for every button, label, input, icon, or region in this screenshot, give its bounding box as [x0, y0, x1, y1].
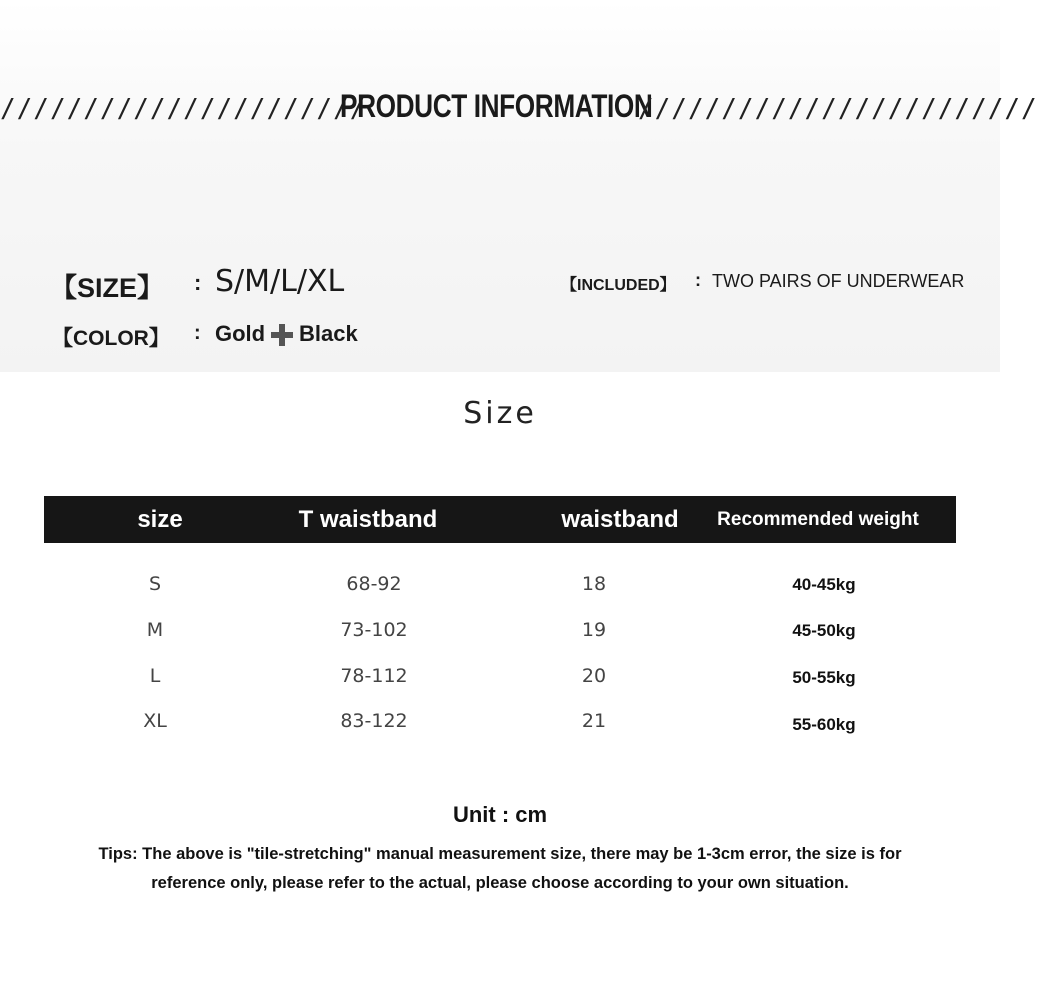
table-cell-waistband: 19 — [581, 619, 607, 641]
table-cell-t-waistband: 78-112 — [340, 665, 408, 687]
table-cell-weight: 40-45kg — [792, 575, 856, 594]
table-cell-waistband: 21 — [581, 710, 607, 732]
table-cell-size: S — [148, 573, 162, 595]
included-value: TWO PAIRS OF UNDERWEAR — [712, 271, 965, 291]
table-cell-weight: 45-50kg — [792, 621, 856, 640]
header-waistband: waistband — [561, 506, 679, 533]
header-recommended-weight: Recommended weight — [717, 509, 919, 530]
included-colon: : — [695, 270, 701, 290]
table-cell-weight: 55-60kg — [792, 715, 856, 734]
size-label: 【SIZE】 — [50, 273, 165, 303]
size-value: S/M/L/XL — [215, 264, 345, 299]
slash-decoration-left: ////////////////////// — [0, 94, 367, 124]
color-label: 【COLOR】 — [52, 327, 170, 350]
table-cell-size: XL — [143, 710, 167, 732]
plus-icon — [271, 324, 293, 346]
unit-note: Unit : cm — [452, 802, 548, 827]
table-cell-weight: 50-55kg — [792, 668, 856, 687]
slash-decoration-right: //////////////////////// — [638, 94, 1038, 124]
table-cell-t-waistband: 73-102 — [340, 619, 408, 641]
header-size: size — [137, 506, 183, 533]
size-table-header — [44, 496, 956, 543]
header-t-waistband: T waistband — [298, 506, 438, 533]
table-cell-waistband: 18 — [581, 573, 607, 595]
table-cell-size: L — [149, 665, 161, 687]
color-value-gold: Gold — [215, 321, 266, 346]
size-section-title: Size — [463, 396, 537, 431]
product-info-header — [0, 88, 1038, 132]
table-cell-waistband: 20 — [581, 665, 607, 687]
color-colon: : — [194, 322, 201, 344]
product-info-band — [0, 0, 1038, 372]
product-info-title: PRODUCT INFORMATION — [340, 88, 653, 124]
size-colon: : — [194, 270, 202, 295]
table-cell-size: M — [146, 619, 164, 641]
table-cell-t-waistband: 68-92 — [346, 573, 402, 595]
tips-text: Tips: The above is "tile-stretching" manual measurement size, there may be 1-3cm error, the size is for reference only, please refer to the actual, please choose according to your own situation. — [98, 845, 902, 892]
table-cell-t-waistband: 83-122 — [340, 710, 408, 732]
included-label: 【INCLUDED】 — [561, 277, 676, 294]
color-value-black: Black — [299, 321, 358, 346]
